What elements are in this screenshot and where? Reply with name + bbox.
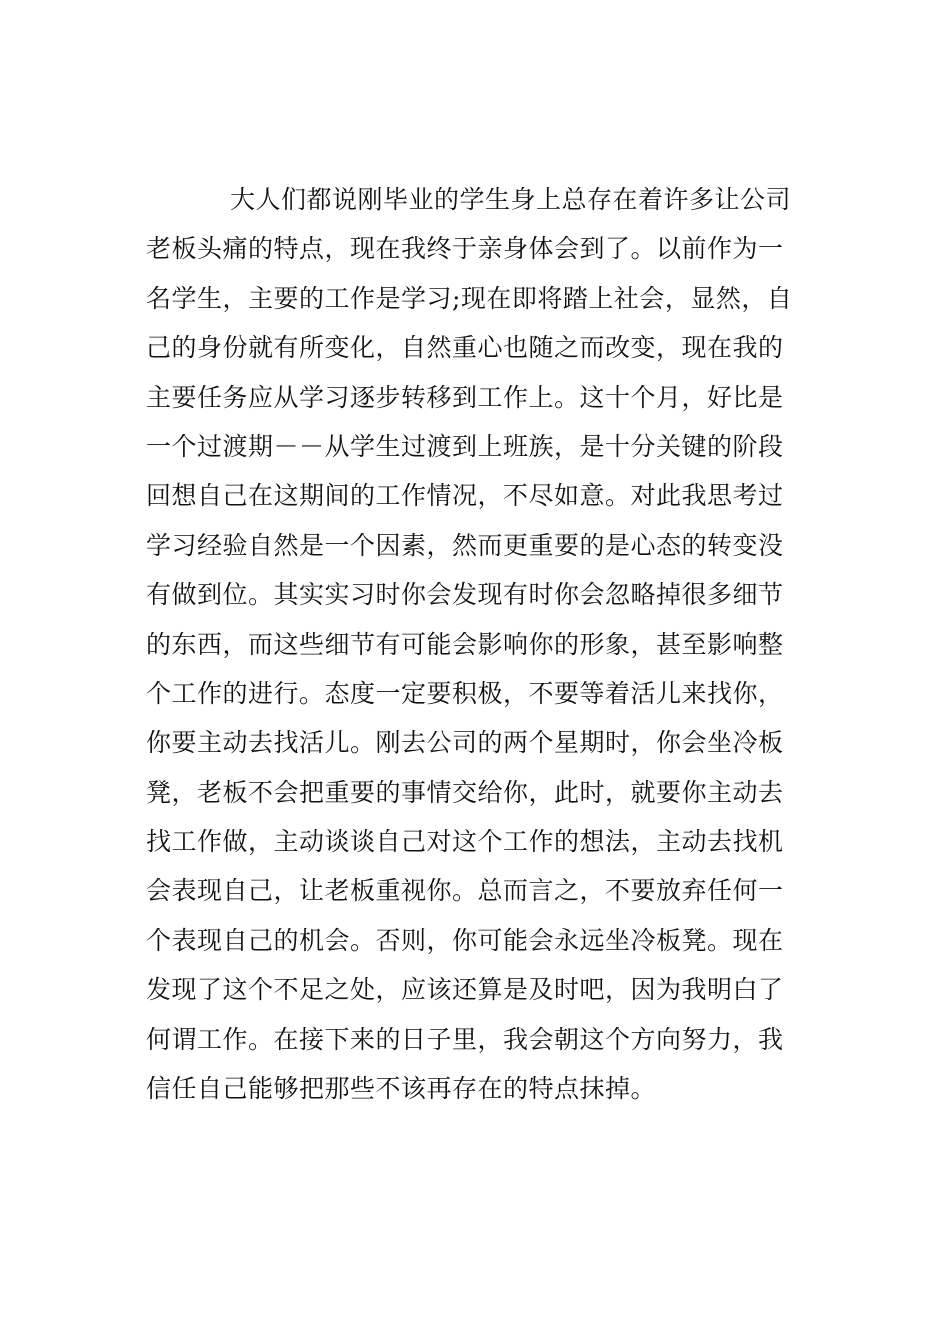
paragraph-line: 会表现自己，让老板重视你。总而言之，不要放弃任何一	[146, 876, 784, 906]
body-paragraph	[146, 175, 816, 1113]
paragraph-line: 名学生，主要的工作是学习;现在即将踏上社会，显然，自	[146, 283, 793, 313]
paragraph-line: 学习经验自然是一个因素，然而更重要的是心态的转变没	[146, 530, 784, 560]
paragraph-line: 的东西，而这些细节有可能会影响你的形象，甚至影响整	[146, 629, 784, 659]
paragraph-line: 主要任务应从学习逐步转移到工作上。这十个月，好比是	[146, 382, 784, 412]
paragraph-line: 找工作做，主动谈谈自己对这个工作的想法，主动去找机	[146, 827, 784, 857]
paragraph-line: 一个过渡期－－从学生过渡到上班族，是十分关键的阶段	[146, 431, 784, 461]
paragraph-line: 信任自己能够把那些不该再存在的特点抹掉。	[146, 1074, 657, 1104]
paragraph-line: 你要主动去找活儿。刚去公司的两个星期时，你会坐冷板	[146, 728, 784, 758]
paragraph-line: 何谓工作。在接下来的日子里，我会朝这个方向努力，我	[146, 1024, 784, 1054]
paragraph-line: 发现了这个不足之处，应该还算是及时吧，因为我明白了	[146, 975, 784, 1005]
paragraph-line: 老板头痛的特点，现在我终于亲身体会到了。以前作为一	[146, 234, 784, 264]
paragraph-line: 回想自己在这期间的工作情况，不尽如意。对此我思考过	[146, 481, 784, 511]
paragraph-line: 有做到位。其实实习时你会发现有时你会忽略掉很多细节	[146, 580, 784, 610]
paragraph-line: 己的身份就有所变化，自然重心也随之而改变，现在我的	[146, 333, 784, 363]
paragraph-line: 凳，老板不会把重要的事情交给你，此时，就要你主动去	[146, 777, 784, 807]
paragraph-line: 大人们都说刚毕业的学生身上总存在着许多让公司	[230, 185, 792, 214]
paragraph-line: 个表现自己的机会。否则，你可能会永远坐冷板凳。现在	[146, 925, 784, 955]
paragraph-line: 个工作的进行。态度一定要积极，不要等着活儿来找你，	[146, 678, 784, 708]
